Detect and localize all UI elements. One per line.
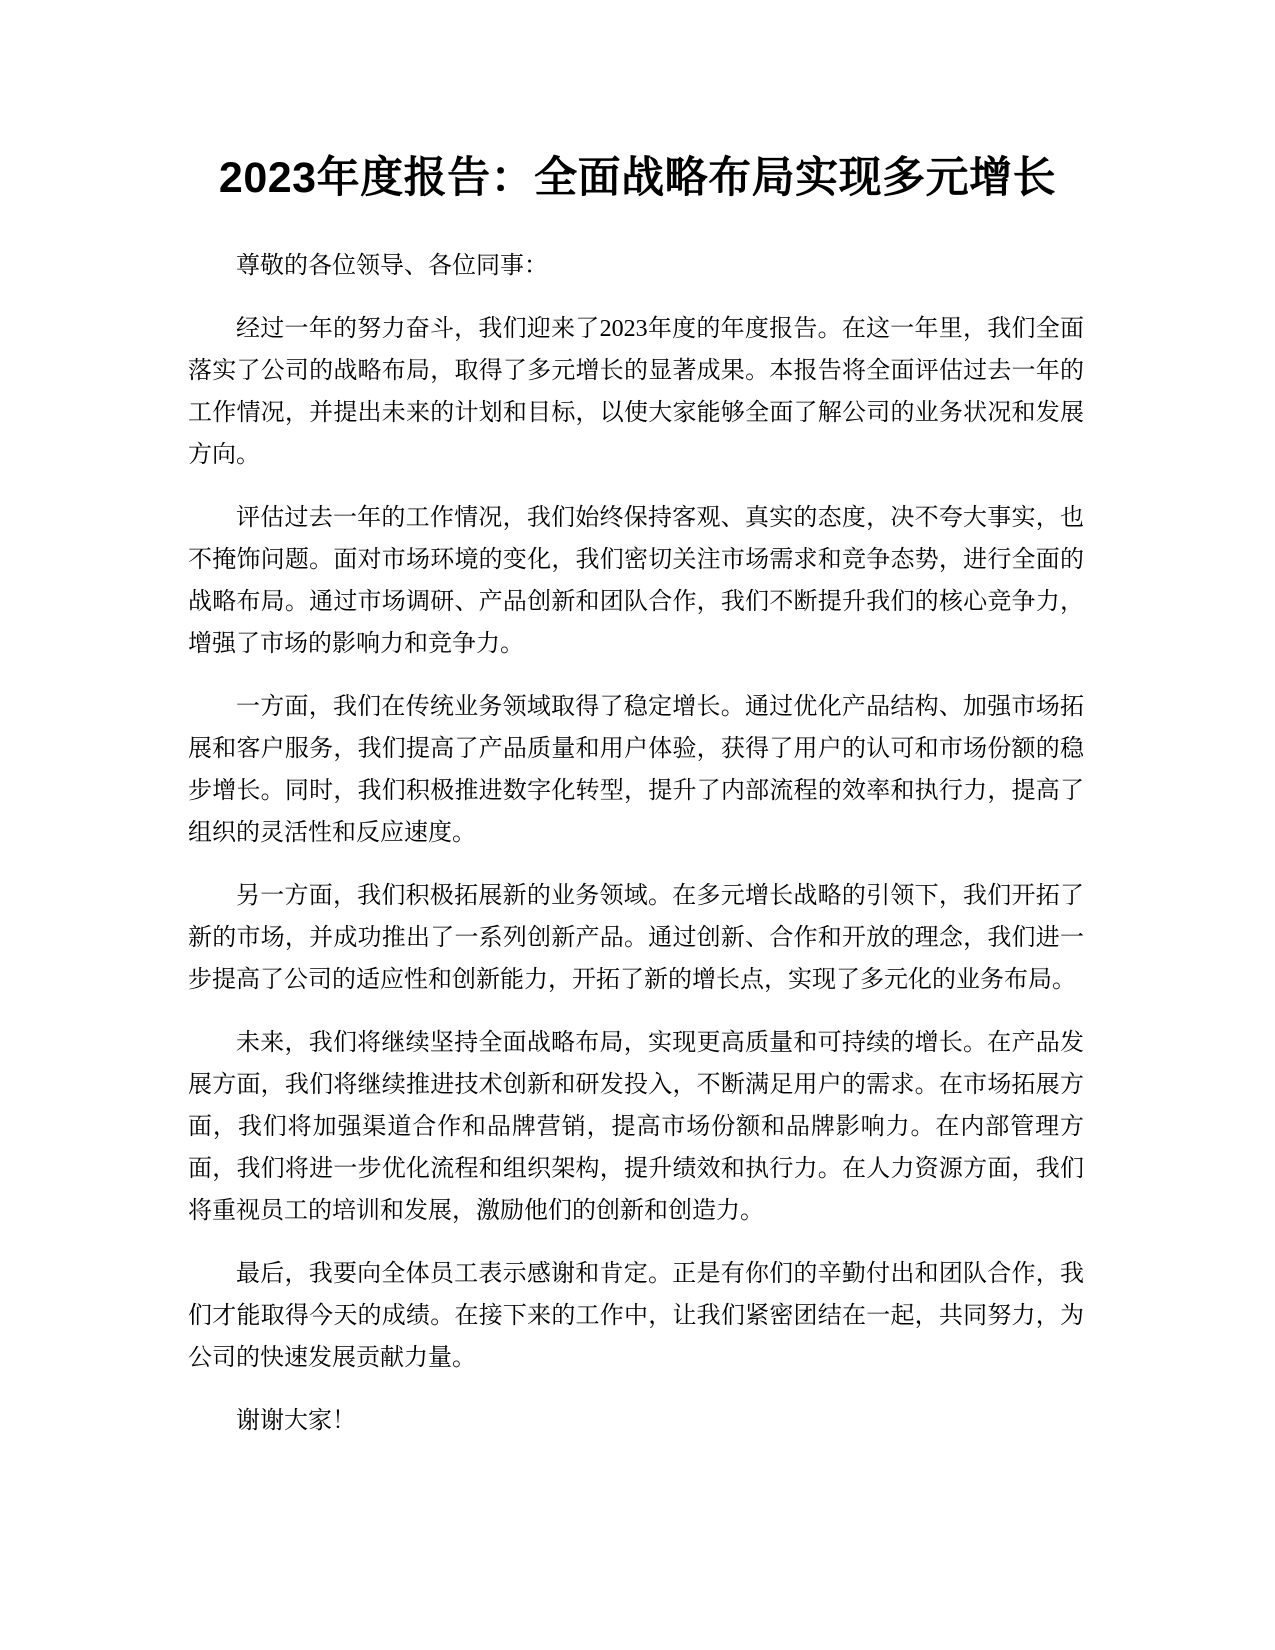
paragraph-thanks: 最后，我要向全体员工表示感谢和肯定。正是有你们的辛勤付出和团队合作，我们才能取得今天的成绩。在接下来的工作中，让我们紧密团结在一起，共同努力，为公司的快速发展贡献力量。 (188, 1261, 1084, 1371)
paragraph-new-business: 另一方面，我们积极拓展新的业务领域。在多元增长战略的引领下，我们开拓了新的市场，并成功推出了一系列创新产品。通过创新、合作和开放的理念，我们进一步提高了公司的适应性和创新能力，开拓了新的增长点，实现了多元化的业务布局。 (188, 883, 1084, 993)
paragraph-evaluation: 评估过去一年的工作情况，我们始终保持客观、真实的态度，决不夸大事实，也不掩饰问题。面对市场环境的变化，我们密切关注市场需求和竞争态势，进行全面的战略布局。通过市场调研、产品创新和团队合作，我们不断提升我们的核心竞争力，增强了市场的影响力和竞争力。 (188, 505, 1084, 657)
closing-line: 谢谢大家！ (236, 1408, 356, 1434)
document-title: 2023年度报告：全面战略布局实现多元增长 (218, 154, 1057, 202)
paragraph-future-plans: 未来，我们将继续坚持全面战略布局，实现更高质量和可持续的增长。在产品发展方面，我们将继续推进技术创新和研发投入，不断满足用户的需求。在市场拓展方面，我们将加强渠道合作和品牌营销，提高市场份额和品牌影响力。在内部管理方面，我们将进一步优化流程和组织架构，提升绩效和执行力。在人力资源方面，我们将重视员工的培训和发展，激励他们的创新和创造力。 (188, 1030, 1084, 1224)
document-body (188, 245, 1084, 1463)
salutation: 尊敬的各位领导、各位同事： (236, 253, 548, 279)
paragraph-traditional-business: 一方面，我们在传统业务领域取得了稳定增长。通过优化产品结构、加强市场拓展和客户服务，我们提高了产品质量和用户体验，获得了用户的认可和市场份额的稳步增长。同时，我们积极推进数字化转型，提升了内部流程的效率和执行力，提高了组织的灵活性和反应速度。 (188, 694, 1084, 846)
paragraph-intro: 经过一年的努力奋斗，我们迎来了2023年度的年度报告。在这一年里，我们全面落实了公司的战略布局，取得了多元增长的显著成果。本报告将全面评估过去一年的工作情况，并提出未来的计划和目标，以使大家能够全面了解公司的业务状况和发展方向。 (188, 316, 1084, 468)
